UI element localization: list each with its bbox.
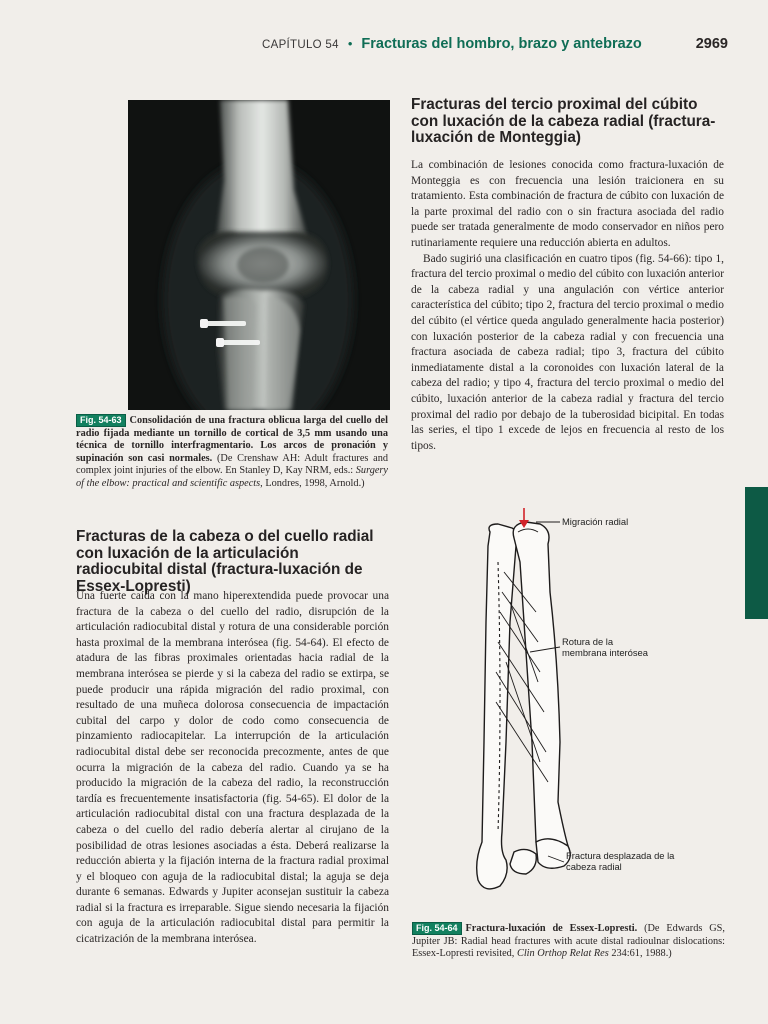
annotation-membrane-rupture: Rotura de la membrana interósea: [562, 636, 648, 658]
monteggia-paragraph-1: La combinación de lesiones conocida como fractura-luxación de Monteggia es con frecuencia una lesión traicionera en su tratamiento. Esta combinación de fractura de cúbito con luxación de la parte proximal del radio con o sin fractura asociada del radio puede ser tratada generalmente de modo conservador en niños pero rutinariamente requiere una reducción abierta en adultos.: [411, 159, 724, 249]
chapter-label: CAPÍTULO 54: [262, 39, 339, 51]
monteggia-body: [411, 158, 724, 454]
figure-63-label: Fig. 54-63: [76, 414, 126, 427]
figure-63-caption-main: Consolidación de una fractura oblicua larga del cuello del radio fijada mediante un tornillo de cortical de 3,5 mm usando una técnica de tornillo interfragmentario. Los arcos de pronación y supinación son casi normales.: [76, 415, 388, 464]
essex-lopresti-body: [76, 589, 389, 948]
chapter-side-tab: [745, 487, 768, 619]
monteggia-paragraph-2: Bado sugirió una clasificación en cuatro tipos (fig. 54-66): tipo 1, fractura del tercio proximal o medio del cúbito con luxación anterior de la cabeza radial y una angulación con vértice anterior característica del cúbito; tipo 2, fractura del tercio proximal o medio del cúbito (el vértice queda angulado generalmente hacia posterior) con luxación posterior de la cabeza radial y con frecuencia una fractura asociada de cabeza radial; tipo 3, fractura del cúbito inmediatamente distal a la coronoides con luxación lateral de la cabeza del radio; y tipo 4, fractura del tercio proximal o medio del cúbito, luxación anterior de la cabeza radial y fractura del tercio proximal del radio por debajo de la tuberosidad bicipital. En todas las series, el tipo 1 excede de lejos en frecuencia al resto de los tipos.: [411, 252, 724, 452]
annotation-radial-migration: Migración radial: [562, 516, 629, 527]
essex-lopresti-heading: Fracturas de la cabeza o del cuello radial con luxación de la articulación radiocubital distal (fractura-luxación de Essex-Lopresti): [76, 528, 374, 595]
figure-64-caption-pages: 234:61, 1988.): [611, 948, 672, 960]
figure-64-caption-source: (De Edwards GS, Jupiter JB: Radial head fractures with acute distal radioulnar dislocations: Essex-Lopresti revisited,: [412, 923, 725, 960]
figure-63-caption-publisher: Londres, 1998, Arnold.): [265, 477, 365, 489]
figure-63-caption-source: (De Crenshaw AH: Adult fractures and complex joint injuries of the elbow. En Stanley D, Kay NRM, eds.:: [76, 452, 388, 477]
essex-lopresti-paragraph-1: Una fuerte caída con la mano hiperextendida puede provocar una fractura de la cabeza o del cuello del radio, disrupción de la articulación radiocubital distal y rotura de una considerable porción hasta proximal de la membrana interósea (fig. 54-64). El efecto de atadura de las fibras proximales orientadas hacia radial de la membrana interósea se pierde y si la cabeza del radio se extirpa, se puede producir una rápida migración del radio proximal, con resultado de una muñeca dolorosa consecuencia de impactación cubital del carpo y dolor de codo como consecuencia de pinzamiento radiocapitelar. La interrupción de la articulación radiocubital distal debe ser reconocida precozmente, antes de que ocurra la migración de la cabeza del radio. Cuando ya se ha producido la migración de la cabeza del radio, la reconstrucción tardía es frecuentemente insatisfactoria (fig. 54-65). El dolor de la articulación radiocubital distal con una fractura desplazada de la cabeza o del cuello del radio debería alertar al cirujano de la posibilidad de otras lesiones asociadas a ésta. Deberá realizarse la reducción abierta y la fijación interna de la fractura radial proximal y el bloqueo con aguja de la radiocubital distal; la aguja se deja durante 6 semanas. Edwards y Jupiter aconsejan sustituir la cabeza radial si la fractura es irreparable. Sigue siendo necesaria la fijación con aguja de la articulación radiocubital distal para permitir la cicatrización de la membrana interósea.: [76, 590, 389, 946]
page-number: 2969: [695, 36, 728, 52]
figure-63-caption: [76, 414, 388, 491]
figure-64-label: Fig. 54-64: [412, 922, 462, 935]
figure-63-caption-book: Surgery of the elbow: practical and scientific aspects,: [76, 465, 388, 489]
figure-64-caption-journal: Clin Orthop Relat Res: [516, 948, 609, 960]
forearm-diagram: [440, 502, 730, 912]
header-separator: •: [347, 36, 353, 51]
annotation-displaced-fracture: Fractura desplazada de la cabeza radial: [566, 850, 675, 872]
monteggia-heading: Fracturas del tercio proximal del cúbito con luxación de la cabeza radial (fractura-luxación de Monteggia): [411, 96, 716, 146]
running-header: [262, 36, 728, 56]
figure-64-caption: [412, 922, 725, 961]
xray-image: [128, 100, 390, 410]
figure-64-caption-main: Fractura-luxación de Essex-Lopresti.: [465, 923, 638, 934]
chapter-title: Fracturas del hombro, brazo y antebrazo: [361, 36, 642, 52]
